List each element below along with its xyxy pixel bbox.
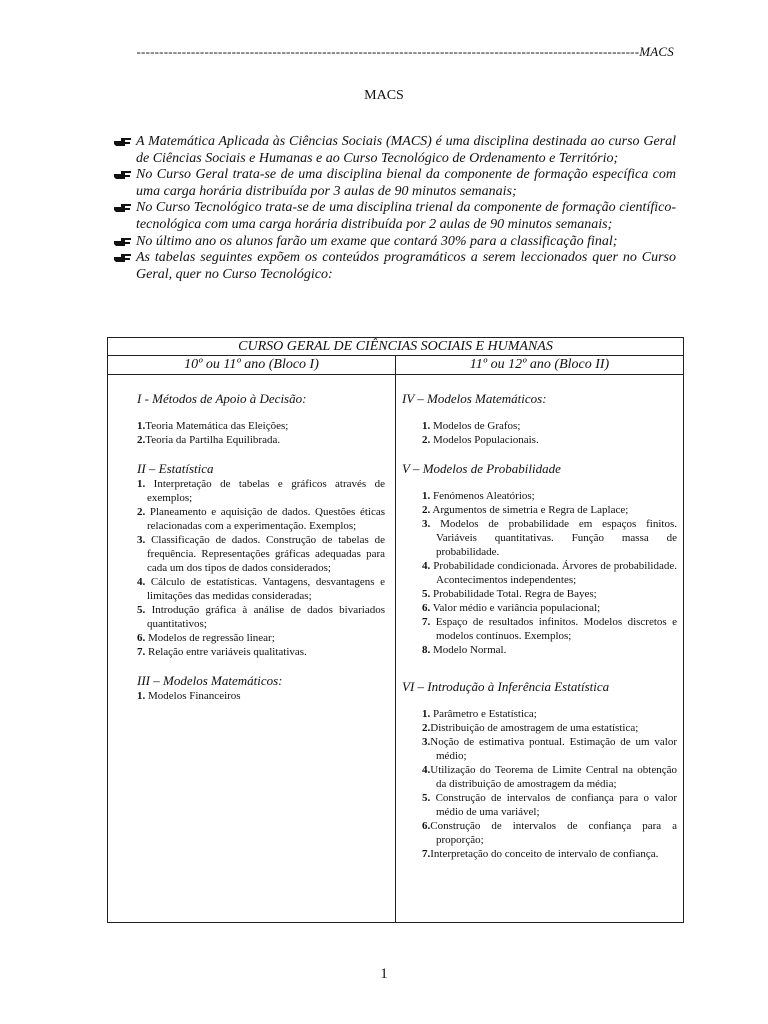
topic-number: 1. <box>422 420 431 432</box>
topic-item <box>422 643 677 657</box>
topic-list <box>402 707 677 861</box>
topic-text: Espaço de resultados infinitos. Modelos discretos e modelos contínuos. Exemplos; <box>430 616 677 642</box>
topic-text: Introdução gráfica à análise de dados bivariados quantitativos; <box>145 604 385 630</box>
pointing-hand-icon <box>114 253 132 263</box>
topic-number: 1. <box>422 708 431 720</box>
topic-item <box>422 419 677 433</box>
column-bloco-2 <box>396 375 683 923</box>
column-header-bloco-1: 10º ou 11º ano (Bloco I) <box>108 356 396 374</box>
topic-text: Probabilidade Total. Regra de Bayes; <box>430 588 597 600</box>
topic-list <box>137 419 385 447</box>
bullet-item <box>114 250 676 283</box>
bullet-item <box>114 134 676 167</box>
topic-text: Classificação de dados. Construção de tabelas de frequência. Representações gráficas adequadas para cada um dos tipos de dados considerados; <box>145 534 385 574</box>
topic-text: Interpretação do conceito de intervalo de confiança. <box>430 848 659 860</box>
topic-text: Utilização do Teorema de Limite Central na obtenção da distribuição de amostragem da média; <box>430 764 677 790</box>
topic-number: 2. <box>422 434 431 446</box>
topic-item <box>422 433 677 447</box>
bullet-text: As tabelas seguintes expõem os conteúdos programáticos a serem leccionados quer no Curso Geral, quer no Curso Tecnológico: <box>136 250 676 282</box>
topic-number: 7. <box>422 616 431 628</box>
topic-number: 6. <box>422 602 431 614</box>
topic-number: 2. <box>422 504 431 516</box>
topic-text: Modelo Normal. <box>430 644 507 656</box>
topic-item <box>137 505 385 533</box>
topic-item <box>137 631 385 645</box>
topic-text: Modelos Populacionais. <box>430 434 539 446</box>
topic-text: Relação entre variáveis qualitativas. <box>145 646 307 658</box>
topic-text: Cálculo de estatísticas. Vantagens, desvantagens e limitações das medidas consideradas; <box>145 576 385 602</box>
topic-text: Teoria Matemática das Eleições; <box>145 420 289 432</box>
topic-text: Noção de estimativa pontual. Estimação de um valor médio; <box>430 736 677 762</box>
bullet-text: No Curso Tecnológico trata-se de uma disciplina trienal da componente de formação científico-tecnológica com uma carga horária distribuída por 2 aulas de 90 minutos semanais; <box>136 200 676 232</box>
section-title: IV – Modelos Matemáticos: <box>402 391 547 406</box>
topic-text: Parâmetro e Estatística; <box>430 708 537 720</box>
topic-list <box>402 419 677 447</box>
topic-item <box>422 601 677 615</box>
topic-text: Construção de intervalos de confiança para a proporção; <box>430 820 677 846</box>
topic-item <box>137 575 385 603</box>
topic-item <box>137 477 385 505</box>
topic-number: 2. <box>137 434 146 446</box>
topic-item <box>422 721 677 735</box>
section-title: I - Métodos de Apoio à Decisão: <box>137 391 307 406</box>
topic-number: 6. <box>422 820 431 832</box>
bullet-text: A Matemática Aplicada às Ciências Sociais (MACS) é uma disciplina destinada ao curso Geral de Ciências Sociais e Humanas e ao Curso Tecnológico de Ordenamento e Território; <box>136 134 676 166</box>
topic-text: Probabilidade condicionada. Árvores de probabilidade. Acontecimentos independentes; <box>430 560 677 586</box>
page-header: ---------------------------------------------------------------------------------------------------------------MACS <box>136 44 674 59</box>
topic-item <box>422 819 677 847</box>
table-body <box>108 375 683 923</box>
section-title: III – Modelos Matemáticos: <box>137 673 283 688</box>
topic-number: 3. <box>422 736 431 748</box>
topic-text: Modelos Financeiros <box>145 690 241 702</box>
topic-text: Fenómenos Aleatórios; <box>430 490 535 502</box>
topic-number: 1. <box>137 690 146 702</box>
pointing-hand-icon <box>114 203 132 213</box>
topic-item <box>137 645 385 659</box>
topic-item <box>422 587 677 601</box>
curriculum-table <box>107 337 684 923</box>
topic-number: 4. <box>422 764 431 776</box>
topic-item <box>137 689 385 703</box>
topic-item <box>422 791 677 819</box>
topic-item <box>422 615 677 643</box>
topic-item <box>422 847 677 861</box>
topic-text: Valor médio e variância populacional; <box>430 602 601 614</box>
topic-text: Modelos de Grafos; <box>430 420 521 432</box>
topic-number: 3. <box>137 534 146 546</box>
topic-list <box>402 489 677 657</box>
topic-number: 5. <box>137 604 146 616</box>
section-title: II – Estatística <box>137 461 214 476</box>
topic-item <box>422 517 677 559</box>
topic-text: Planeamento e aquisição de dados. Questões éticas relacionadas com a experimentação. Exemplos; <box>145 506 385 532</box>
topic-item <box>422 735 677 763</box>
column-bloco-1 <box>108 375 396 923</box>
topic-number: 3. <box>422 518 431 530</box>
topic-item <box>422 489 677 503</box>
topic-number: 1. <box>137 420 146 432</box>
bullet-item <box>114 200 676 233</box>
topic-number: 2. <box>137 506 146 518</box>
table-header-row <box>108 356 683 375</box>
topic-list <box>137 477 385 659</box>
topic-number: 4. <box>137 576 146 588</box>
topic-text: Interpretação de tabelas e gráficos através de exemplos; <box>145 478 385 504</box>
topic-number: 5. <box>422 792 431 804</box>
topic-number: 1. <box>422 490 431 502</box>
bullet-text: No Curso Geral trata-se de uma disciplina bienal da componente de formação específica com uma carga horária distribuída por 3 aulas de 90 minutos semanais; <box>136 167 676 199</box>
topic-item <box>137 419 385 433</box>
topic-text: Argumentos de simetria e Regra de Laplace; <box>430 504 629 516</box>
pointing-hand-icon <box>114 170 132 180</box>
topic-number: 7. <box>137 646 146 658</box>
topic-text: Modelos de regressão linear; <box>145 632 275 644</box>
table-title: CURSO GERAL DE CIÊNCIAS SOCIAIS E HUMANAS <box>108 338 683 356</box>
topic-number: 7. <box>422 848 431 860</box>
pointing-hand-icon <box>114 137 132 147</box>
topic-text: Modelos de probabilidade em espaços finitos. Variáveis quantitativas. Função massa de probabilidade. <box>430 518 677 558</box>
topic-item <box>137 603 385 631</box>
page-number: 1 <box>380 966 388 982</box>
topic-text: Distribuição de amostragem de uma estatística; <box>430 722 639 734</box>
pointing-hand-icon <box>114 237 132 247</box>
topic-text: Teoria da Partilha Equilibrada. <box>145 434 281 446</box>
topic-text: Construção de intervalos de confiança para o valor médio de uma variável; <box>430 792 677 818</box>
topic-item <box>137 433 385 447</box>
section-title: V – Modelos de Probabilidade <box>402 461 561 476</box>
topic-number: 4. <box>422 560 431 572</box>
bullet-item <box>114 234 676 251</box>
bullet-text: No último ano os alunos farão um exame que contará 30% para a classificação final; <box>136 233 618 249</box>
topic-number: 6. <box>137 632 146 644</box>
topic-item <box>137 533 385 575</box>
topic-item <box>422 559 677 587</box>
column-header-bloco-2: 11º ou 12º ano (Bloco II) <box>469 357 610 372</box>
topic-item <box>422 707 677 721</box>
document-title: MACS <box>364 88 404 103</box>
topic-item <box>422 503 677 517</box>
topic-number: 1. <box>137 478 146 490</box>
topic-list <box>137 689 385 703</box>
topic-item <box>422 763 677 791</box>
topic-number: 5. <box>422 588 431 600</box>
intro-bullet-list <box>114 134 676 283</box>
topic-number: 2. <box>422 722 431 734</box>
topic-number: 8. <box>422 644 431 656</box>
section-title: VI – Introdução à Inferência Estatística <box>402 679 610 694</box>
bullet-item <box>114 167 676 200</box>
